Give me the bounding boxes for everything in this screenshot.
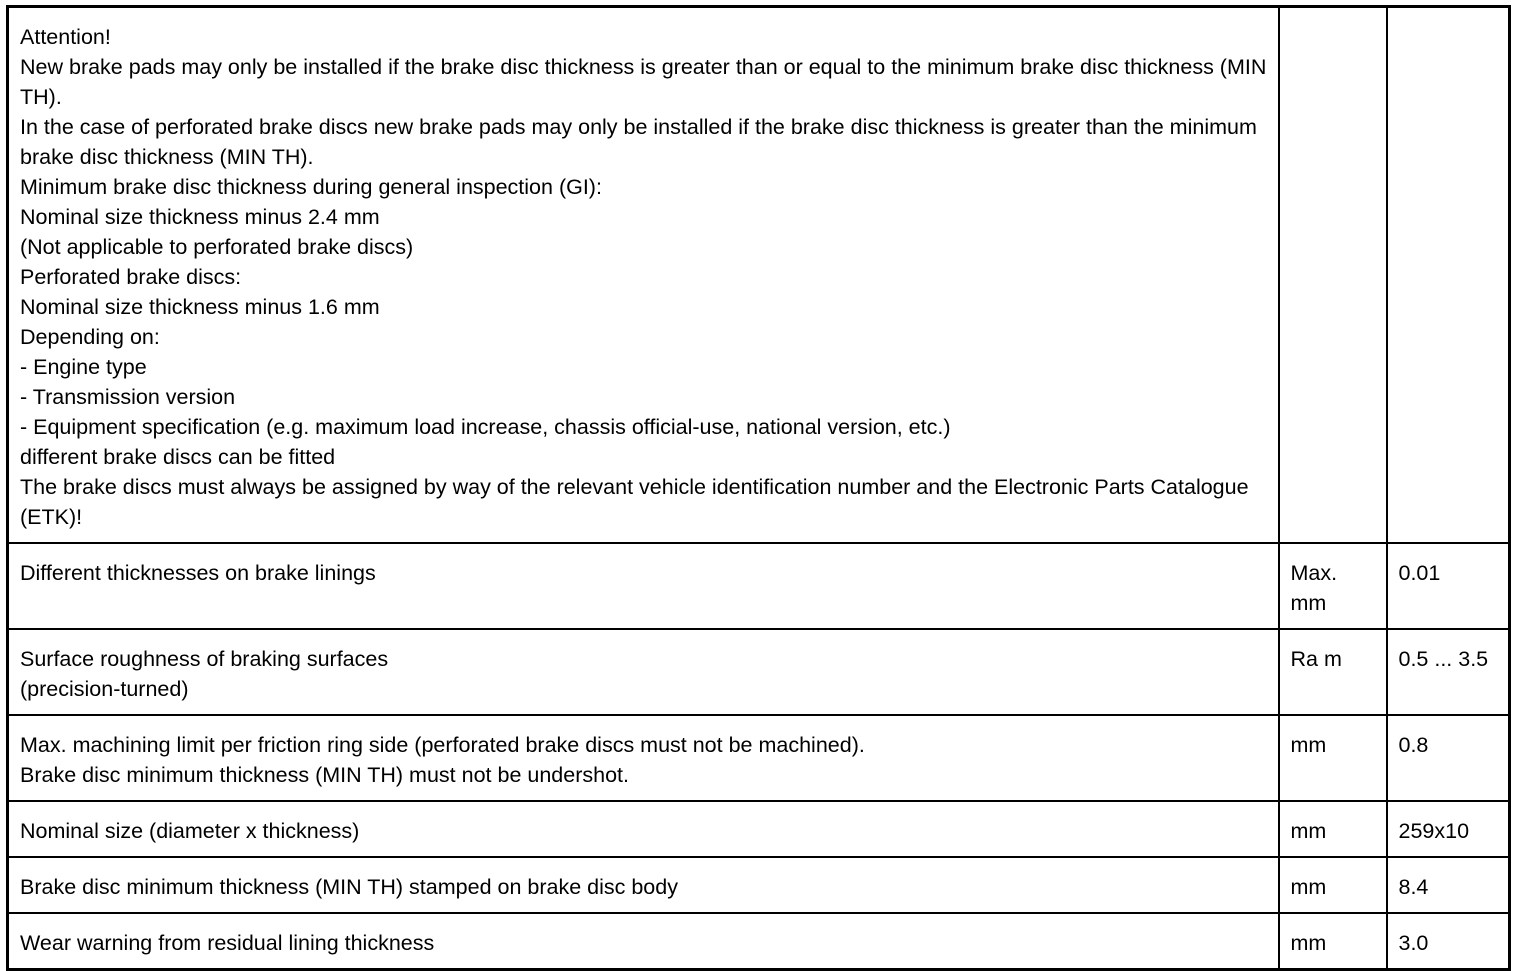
attention-line: The brake discs must always be assigned by way of the relevant vehicle identification number and the Electronic Parts Catalogue (ETK)! [20,475,1249,529]
row-unit: mm [1279,857,1387,913]
table-row [8,801,1510,857]
row-value: 0.5 ... 3.5 [1387,629,1510,715]
row-description [8,857,1279,913]
attention-row [8,7,1510,544]
attention-line: Perforated brake discs: [20,265,242,289]
attention-title: Attention! [20,25,111,49]
row-value: 259x10 [1387,801,1510,857]
row-value: 3.0 [1387,913,1510,970]
attention-line: Nominal size thickness minus 1.6 mm [20,295,380,319]
row-description-line: Different thicknesses on brake linings [20,561,376,585]
attention-cell [8,7,1279,544]
attention-line: (Not applicable to perforated brake discs) [20,235,414,259]
attention-line: New brake pads may only be installed if the brake disc thickness is greater than or equal to the minimum brake disc thickness (MIN TH). [20,55,1267,109]
row-value: 8.4 [1387,857,1510,913]
row-description [8,715,1279,801]
attention-line: Depending on: [20,325,160,349]
row-value: 0.01 [1387,543,1510,629]
table-row [8,913,1510,970]
row-description-line: Brake disc minimum thickness (MIN TH) must not be undershot. [20,763,629,787]
table-row [8,543,1510,629]
row-description-line: Nominal size (diameter x thickness) [20,819,360,843]
attention-line: - Transmission version [20,385,236,409]
row-description-line: Max. machining limit per friction ring side (perforated brake discs must not be machined). [20,733,865,757]
attention-line: - Engine type [20,355,147,379]
table-row [8,715,1510,801]
row-unit: Max. mm [1279,543,1387,629]
table-row [8,857,1510,913]
row-description [8,629,1279,715]
row-description-line: Surface roughness of braking surfaces [20,647,389,671]
attention-line: different brake discs can be fitted [20,445,336,469]
attention-line: In the case of perforated brake discs new brake pads may only be installed if the brake disc thickness is greater than the minimum brake disc thickness (MIN TH). [20,115,1257,169]
row-description [8,913,1279,970]
row-unit: mm [1279,913,1387,970]
attention-unit-cell [1279,7,1387,544]
row-description-line: Wear warning from residual lining thickness [20,931,435,955]
brake-spec-table [6,5,1511,971]
attention-line: Minimum brake disc thickness during general inspection (GI): [20,175,602,199]
row-description [8,543,1279,629]
row-description-line: (precision-turned) [20,677,189,701]
attention-line: - Equipment specification (e.g. maximum load increase, chassis official-use, national version, etc.) [20,415,951,439]
row-value: 0.8 [1387,715,1510,801]
attention-value-cell [1387,7,1510,544]
row-unit: Ra m [1279,629,1387,715]
attention-line: Nominal size thickness minus 2.4 mm [20,205,380,229]
row-description [8,801,1279,857]
row-unit: mm [1279,801,1387,857]
row-unit: mm [1279,715,1387,801]
row-description-line: Brake disc minimum thickness (MIN TH) stamped on brake disc body [20,875,678,899]
table-row [8,629,1510,715]
